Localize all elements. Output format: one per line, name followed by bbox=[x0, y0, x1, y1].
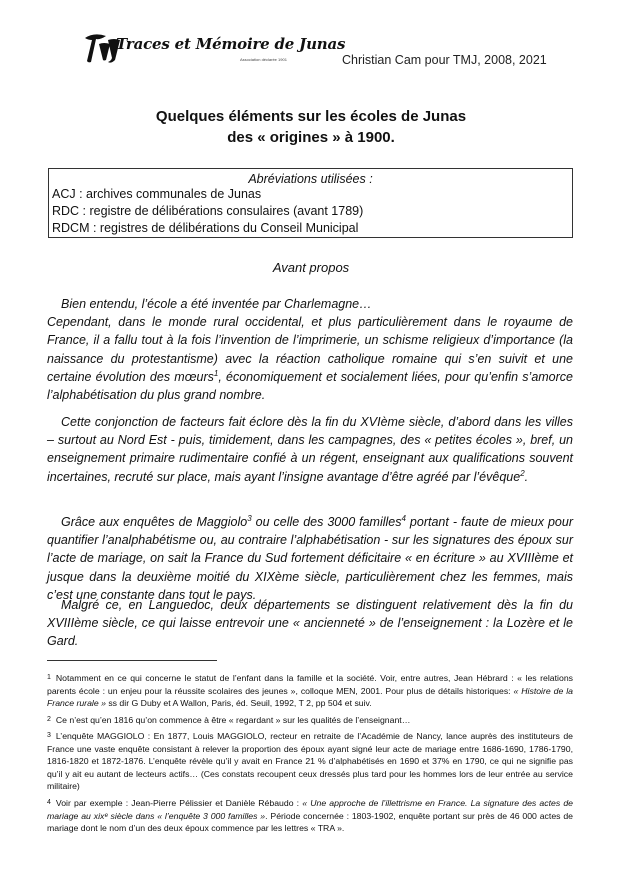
footnote-separator bbox=[47, 660, 217, 661]
footnote-text: Voir par exemple : Jean-Pierre Pélissier et Danièle Rébaudo : bbox=[55, 798, 303, 808]
footnote-number: 4 bbox=[47, 799, 51, 806]
footnote-2 bbox=[47, 714, 573, 727]
document-title-line-1: Quelques éléments sur les écoles de Junas bbox=[155, 108, 467, 125]
paragraph-text: . bbox=[524, 469, 529, 484]
paragraph-text: Grâce aux enquêtes de Maggiolo bbox=[61, 515, 248, 529]
paragraph-3 bbox=[47, 513, 573, 604]
abbreviation-item: RDC : registre de délibérations consulaires (avant 1789) bbox=[52, 204, 364, 218]
paragraph-text: Cette conjonction de facteurs fait éclore dès la fin du XVIème siècle, d’abord dans les villes – surtout au Nord Est - puis, timidement, dans les campagnes, des « petites écoles », bref, un enseignement primaire rudimentaire confié à un régent, enseignant aux qualifications souvent incertaines, recruté sur place, mais ayant l’insigne avantage d’être agréé par l’évêque bbox=[47, 415, 573, 484]
footnote-1 bbox=[47, 672, 573, 710]
paragraph-text: Cependant, dans le monde rural occidental, et plus particulièrement dans le royaume de France, il a fallu tout à la fois l’invention de l’imprimerie, un schisme religieux d’importance (la naissance du protestantisme) avec la réaction catholique romaine qui s’en suivit et une certaine évolution des mœurs bbox=[47, 315, 573, 384]
logo-tagline: Association déclarée 1901 bbox=[240, 57, 287, 62]
footnote-number: 3 bbox=[47, 732, 51, 739]
paragraph-1 bbox=[47, 295, 573, 404]
section-title: Avant propos bbox=[272, 260, 350, 275]
footnote-3 bbox=[47, 730, 573, 793]
abbreviation-item: RDCM : registres de délibérations du Conseil Municipal bbox=[52, 221, 359, 235]
footnote-text: . Période concernée : 1803-1902, enquête portant sur près de 46 000 actes de mariage dont le nom d’un des deux époux commence par les lettres « TRA ». bbox=[47, 810, 573, 834]
footnote-text: Notamment en ce qui concerne le statut de l’enfant dans la famille et la société. Voir, entre autres, Jean Hébrard : « les relations parents école : un enjeu pour la réussite scolaires des jeunes », colloque MEN, 2001. Pour plus de détails historiques: bbox=[47, 673, 573, 696]
footnote-number: 2 bbox=[47, 716, 51, 723]
footnote-ref: 4 bbox=[401, 513, 406, 523]
footnote-text: Ce n’est qu’en 1816 qu’on commence à être « regardant » sur les qualités de l’enseignant… bbox=[55, 715, 411, 725]
footnote-text-italic: « Histoire de la France rurale » bbox=[47, 685, 573, 709]
footnote-text-italic: « Une approche de l’illettrisme en France. La signature des actes de mariage au xixᵉ siècle dans « l’enquête 3 000 familles » bbox=[47, 798, 573, 821]
document-title-line-2: des « origines » à 1900. bbox=[227, 129, 395, 146]
footnote-text: L’enquête MAGGIOLO : En 1877, Louis MAGGIOLO, recteur en retraite de l’Académie de Nancy, lance auprès des instituteurs de France une vaste enquête consistant à relever la proportion des époux ayant signé leur acte de mariage entre 1686-1690, 1786-1790, 1816-1820 et 1872-1876. L’enquête révèle qu’il y avait en France 21 % d’alphabétisés en 1690 et 37% en 1790, ce qui ne signifie pas qu’il y ait eu autant de lecteurs actifs… (Ces constats recoupent ceux dressés plus tard pour les hommes lors de leur entrée au service militaire) bbox=[47, 731, 573, 792]
paragraph-4 bbox=[47, 596, 573, 651]
paragraph-text: ou celle des 3000 familles bbox=[251, 515, 402, 529]
abbreviations-heading: Abréviations utilisées : bbox=[248, 172, 373, 186]
paragraph-text: Bien entendu, l’école a été inventée par Charlemagne… bbox=[61, 297, 372, 311]
tmj-logo bbox=[82, 30, 346, 70]
footnote-text: ss dir G Duby et A Wallon, Paris, éd. Seuil, 1992, T 2, pp 504 et suiv. bbox=[105, 698, 372, 709]
abbreviations-box bbox=[48, 168, 573, 238]
footnote-ref: 2 bbox=[520, 468, 525, 478]
abbreviation-item: ACJ : archives communales de Junas bbox=[52, 187, 262, 201]
footnote-ref: 3 bbox=[247, 513, 252, 523]
logo-text: Traces et Mémoire de Junas bbox=[116, 35, 346, 53]
footnote-4 bbox=[47, 797, 573, 835]
paragraph-text: Malgré ce, en Languedoc, deux départements se distinguent relativement dès la fin du XVIIIème siècle, ce qui laisse entrevoir une « ancienneté » de l’enseignement : la Lozère et le Gard. bbox=[47, 598, 573, 649]
footnote-number: 1 bbox=[47, 674, 51, 681]
footnote-ref: 1 bbox=[213, 368, 219, 378]
paragraph-text: portant - faute de mieux pour quantifier l’analphabétisme ou, au contraire l’alphabétisation - sur les signatures des époux sur l’acte de mariage, on sait la France du Sud fortement déficitaire « en écriture » au XVIIIème et jusque dans la deuxième moitié du XIXème siècle, particulièrement chez les femmes, mais c’est une constante dans tout le pays. bbox=[47, 515, 573, 602]
author-line: Christian Cam pour TMJ, 2008, 2021 bbox=[342, 53, 547, 67]
paragraph-text: , économiquement et socialement liées, pour qu’enfin s’amorce l’alphabétisation du plus grand nombre. bbox=[47, 369, 573, 403]
paragraph-2 bbox=[47, 413, 573, 486]
